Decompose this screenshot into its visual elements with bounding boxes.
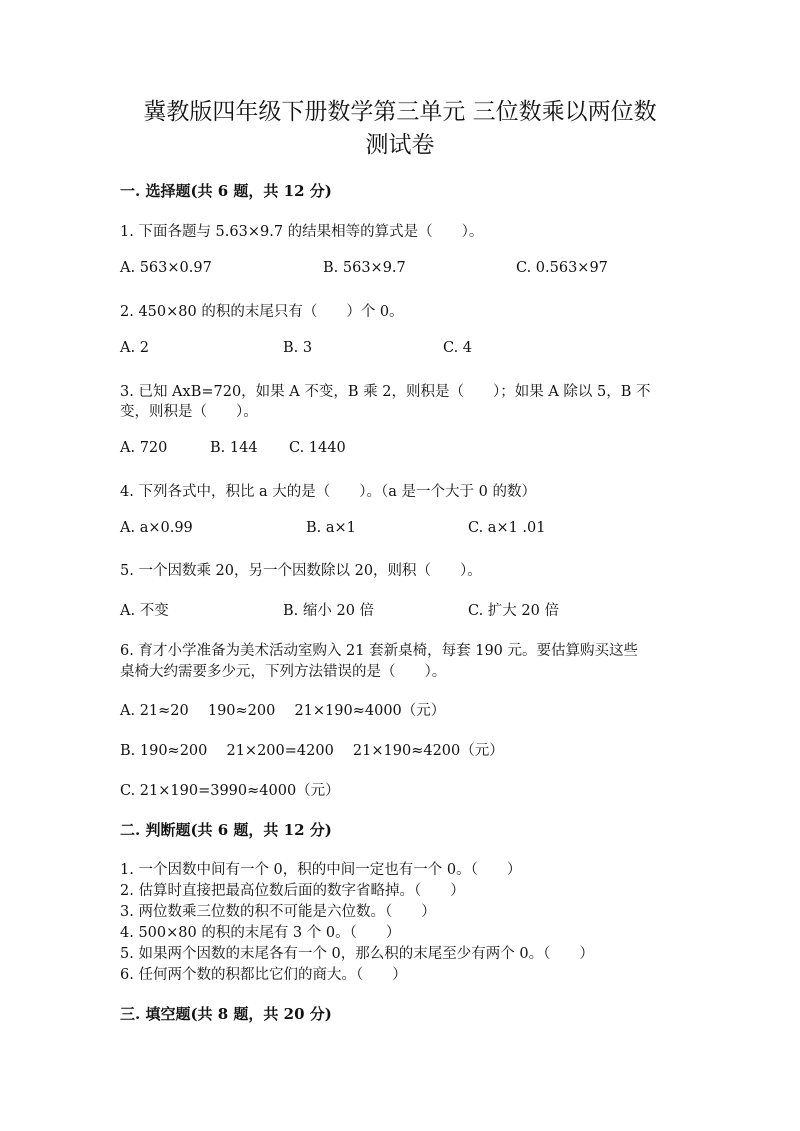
question-4-option-a: A. a×0.99 <box>120 520 193 536</box>
question-6-text-line-2: 桌椅大约需要多少元，下列方法错误的是（ ）。 <box>120 664 447 680</box>
question-3-option-a: A. 720 <box>120 440 168 456</box>
question-6-text-line-1: 6. 育才小学准备为美术活动室购入 21 套新桌椅，每套 190 元。要估算购买这些 <box>120 643 639 659</box>
question-4-text: 4. 下列各式中，积比 a 大的是（ ）。（a 是一个大于 0 的数） <box>120 484 537 500</box>
true-false-item-1: 1. 一个因数中间有一个 0，积的中间一定也有一个 0。（ ） <box>120 862 522 878</box>
question-4-option-c: C. a×1 .01 <box>468 520 546 536</box>
question-1-text: 1. 下面各题与 5.63×9.7 的结果相等的算式是（ ）。 <box>120 224 484 240</box>
question-2-option-b: B. 3 <box>283 340 313 356</box>
question-5-option-c: C. 扩大 20 倍 <box>468 603 559 619</box>
question-2-option-a: A. 2 <box>120 340 149 356</box>
section-heading-fill-blank: 三. 填空题(共 8 题，共 20 分) <box>120 1005 332 1023</box>
question-3-option-c: C. 1440 <box>289 440 346 456</box>
question-3-text-line-2: 变，则积是（ ）。 <box>120 404 258 420</box>
question-3-option-b: B. 144 <box>210 440 258 456</box>
true-false-item-2: 2. 估算时直接把最高位数后面的数字省略掉。（ ） <box>120 883 465 899</box>
true-false-item-4: 4. 500×80 的积的末尾有 3 个 0。（ ） <box>120 925 401 941</box>
question-4-option-b: B. a×1 <box>306 520 356 536</box>
question-2-text: 2. 450×80 的积的末尾只有（ ）个 0。 <box>120 304 404 320</box>
true-false-item-3: 3. 两位数乘三位数的积不可能是六位数。（ ） <box>120 904 436 920</box>
true-false-item-6: 6. 任何两个数的积都比它们的商大。（ ） <box>120 967 407 983</box>
question-5-text: 5. 一个因数乘 20，另一个因数除以 20，则积（ ）。 <box>120 563 482 579</box>
question-5-option-b: B. 缩小 20 倍 <box>283 603 375 619</box>
question-6-option-a: A. 21≈20 190≈200 21×190≈4000（元） <box>120 703 446 719</box>
question-5-option-a: A. 不变 <box>120 603 169 619</box>
exam-title-line-2: 测试卷 <box>365 132 435 158</box>
question-6-option-b: B. 190≈200 21×200=4200 21×190≈4200（元） <box>120 743 504 759</box>
section-heading-choice: 一. 选择题(共 6 题，共 12 分) <box>120 182 332 200</box>
question-2-option-c: C. 4 <box>443 340 473 356</box>
exam-title-line-1: 冀教版四年级下册数学第三单元 三位数乘以两位数 <box>143 99 657 125</box>
question-1-option-b: B. 563×9.7 <box>323 260 406 276</box>
section-heading-true-false: 二. 判断题(共 6 题，共 12 分) <box>120 821 332 839</box>
question-1-option-c: C. 0.563×97 <box>516 260 608 276</box>
question-3-text-line-1: 3. 已知 AxB=720，如果 A 不变，B 乘 2，则积是（ ）；如果 A 除以 5，B 不 <box>120 384 651 400</box>
question-1-option-a: A. 563×0.97 <box>120 260 212 276</box>
true-false-item-5: 5. 如果两个因数的末尾各有一个 0，那么积的末尾至少有两个 0。（ ） <box>120 946 594 962</box>
question-6-option-c: C. 21×190=3990≈4000（元） <box>120 783 340 799</box>
